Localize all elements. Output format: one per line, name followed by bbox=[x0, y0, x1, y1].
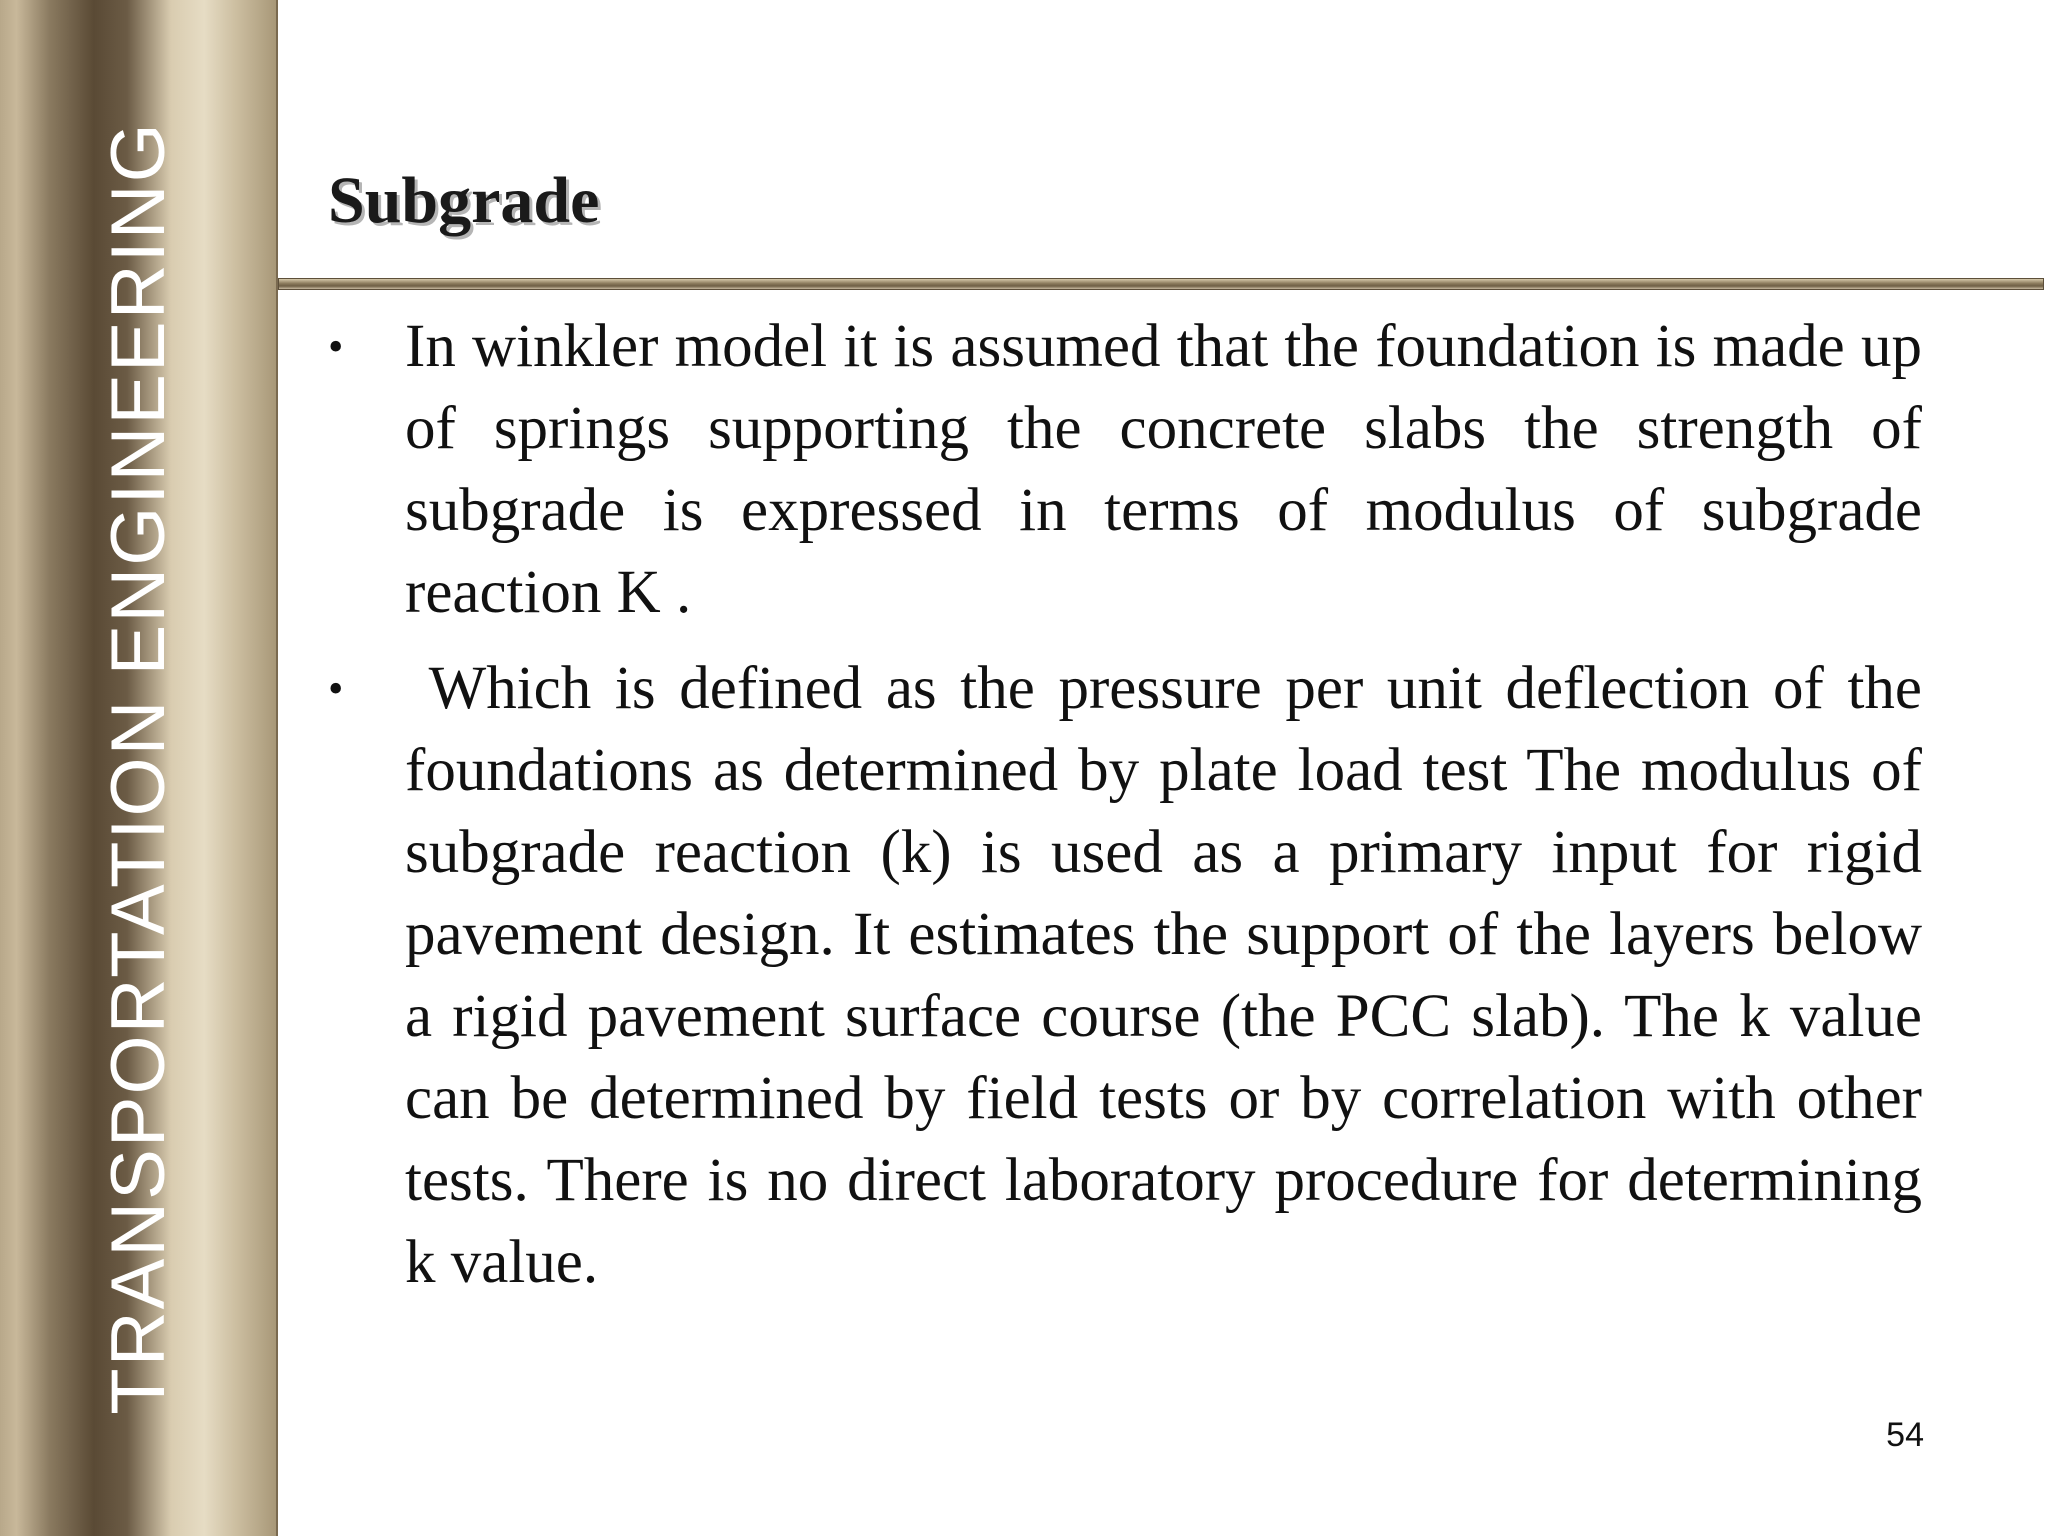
bullet-text: Which is defined as the pressure per unit deflection of the foundations as determined by plate load test The modulus of subgrade reaction (k) is used as a primary input for rigid pavement design. It estimates the support of the layers below a rigid pavement surface course (the PCC slab). The k value can be determined by field tests or by correlation with other tests. There is no direct laboratory procedure for determining k value. bbox=[405, 655, 1938, 1296]
side-band bbox=[0, 0, 278, 1536]
page-number: 54 bbox=[1886, 1416, 1924, 1454]
bullet-item bbox=[328, 648, 1938, 1304]
slide-title: Subgrade bbox=[328, 164, 600, 237]
bullet-list bbox=[328, 306, 1938, 1318]
title-divider bbox=[278, 278, 2044, 290]
bullet-text: In winkler model it is assumed that the foundation is made up of springs supporting the concrete slabs the strength of subgrade is expressed in terms of modulus of subgrade reaction K . bbox=[405, 313, 1922, 626]
bullet-item bbox=[328, 306, 1922, 634]
bullet-icon: • bbox=[328, 664, 344, 713]
side-title: TRANSPORTATION ENGINEERING bbox=[96, 121, 181, 1415]
bullet-icon: • bbox=[328, 322, 344, 371]
